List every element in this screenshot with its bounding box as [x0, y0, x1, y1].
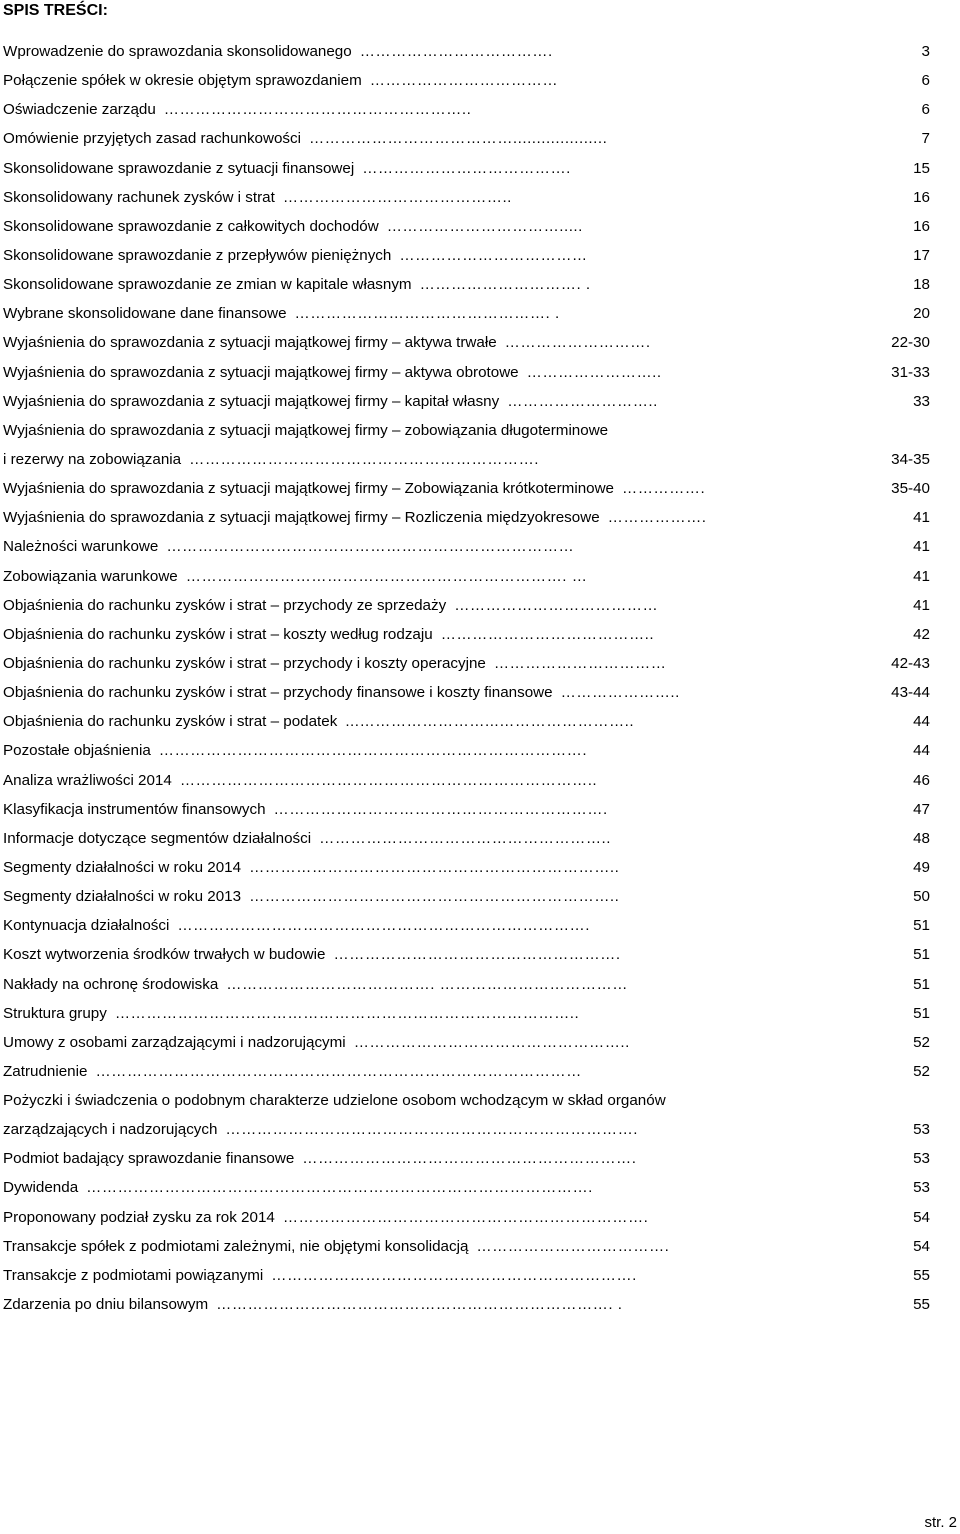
toc-dot-leader: …………………………. .: [419, 276, 591, 294]
toc-entry[interactable]: [0, 1203, 960, 1232]
toc-entry[interactable]: [0, 620, 960, 649]
toc-page-number: 6: [921, 72, 930, 90]
document-title: SPIS TREŚCI:: [3, 2, 108, 19]
toc-entry-title: Objaśnienia do rachunku zysków i strat – przychody finansowe i koszty finansowe: [3, 684, 553, 702]
toc-dot-leader: ………………………..: [507, 392, 658, 410]
toc-entry-title: Segmenty działalności w roku 2013: [3, 888, 242, 906]
toc-page-number: 42-43: [891, 654, 930, 672]
toc-entry-title: Objaśnienia do rachunku zysków i strat – podatek: [3, 713, 338, 731]
toc-dot-leader: ………………………………: [369, 72, 559, 90]
toc-page-number: 51: [913, 975, 930, 993]
toc-page-number: 49: [913, 858, 930, 876]
toc-entry[interactable]: [0, 299, 960, 328]
toc-page-number: 50: [913, 888, 930, 906]
toc-dot-leader: ……………………………………………………………………: [166, 538, 575, 556]
toc-entry-title: Skonsolidowane sprawozdanie z całkowitych dochodów: [3, 217, 379, 235]
toc-dot-leader: ……………………………………………………………………….: [158, 742, 588, 760]
toc-entry[interactable]: [0, 1261, 960, 1290]
toc-entry[interactable]: [0, 183, 960, 212]
toc-entry-title: i rezerwy na zobowiązania: [3, 450, 182, 468]
toc-entry[interactable]: [0, 795, 960, 824]
toc-page-number: 51: [913, 946, 930, 964]
toc-entry-title: Transakcje spółek z podmiotami zależnymi, nie objętymi konsolidacją: [3, 1237, 469, 1255]
toc-entry-title: Wyjaśnienia do sprawozdania z sytuacji majątkowej firmy – aktywa obrotowe: [3, 363, 519, 381]
toc-page-number: 53: [913, 1179, 930, 1197]
toc-page-number: 22-30: [891, 334, 930, 352]
toc-entry-title: Wyjaśnienia do sprawozdania z sytuacji majątkowej firmy – Zobowiązania krótkoterminowe: [3, 480, 615, 498]
toc-entry-title: Połączenie spółek w okresie objętym sprawozdaniem: [3, 72, 362, 90]
toc-dot-leader: ……………………..: [526, 363, 662, 381]
toc-page-number: 41: [913, 596, 930, 614]
toc-dot-leader: …………………..: [560, 684, 680, 702]
toc-dot-leader: …………………………….....: [386, 217, 583, 235]
toc-entry[interactable]: [0, 532, 960, 561]
toc-entry-title: Klasyfikacja instrumentów finansowych: [3, 800, 266, 818]
toc-dot-leader: ………………………………………………………….: [189, 450, 539, 468]
toc-page-number: 33: [913, 392, 930, 410]
toc-dot-leader: …………………………………. ………………………………: [226, 975, 628, 993]
toc-page-number: 48: [913, 829, 930, 847]
toc-entry[interactable]: [0, 1115, 960, 1144]
toc-entry-title: Pożyczki i świadczenia o podobnym charakterze udzielone osobom wchodzącym w skład organów: [3, 1092, 666, 1110]
toc-entry[interactable]: [0, 270, 960, 299]
toc-dot-leader: …………………………………....................: [308, 130, 608, 148]
toc-entry-title: Kontynuacja działalności: [3, 917, 170, 935]
toc-entry[interactable]: [0, 1232, 960, 1261]
toc-page-number: 7: [921, 130, 930, 148]
toc-entry-title: Zatrudnienie: [3, 1062, 88, 1080]
toc-page-number: 54: [913, 1208, 930, 1226]
toc-entry-title: Omówienie przyjętych zasad rachunkowości: [3, 130, 301, 148]
toc-entry[interactable]: [0, 649, 960, 678]
toc-entry-title: Transakcje z podmiotami powiązanymi: [3, 1266, 264, 1284]
toc-dot-leader: ………………………………………………..: [319, 829, 611, 847]
toc-entry[interactable]: [0, 970, 960, 999]
toc-page-number: 51: [913, 1004, 930, 1022]
toc-entry-title: Pozostałe objaśnienia: [3, 742, 151, 760]
toc-page-number: 15: [913, 159, 930, 177]
toc-entry[interactable]: [0, 1144, 960, 1173]
toc-dot-leader: ……………………………: [493, 654, 667, 672]
toc-entry-title: Dywidenda: [3, 1179, 79, 1197]
toc-dot-leader: ………………………………….: [362, 159, 571, 177]
toc-entry-title: Umowy z osobami zarządzającymi i nadzorującymi: [3, 1033, 346, 1051]
toc-entry[interactable]: [0, 882, 960, 911]
toc-entry[interactable]: [0, 328, 960, 357]
toc-entry-title: Skonsolidowane sprawozdanie ze zmian w kapitale własnym: [3, 276, 412, 294]
toc-dot-leader: …………………………………………………………………….: [177, 917, 590, 935]
toc-page-number: 55: [913, 1296, 930, 1314]
toc-entry-title: Zobowiązania warunkowe: [3, 567, 178, 585]
toc-entry[interactable]: [0, 707, 960, 736]
toc-page-number: 52: [913, 1062, 930, 1080]
toc-entry[interactable]: [0, 416, 960, 445]
toc-dot-leader: …………………………………: [454, 596, 659, 614]
toc-dot-leader: …………………………………………………..: [163, 101, 472, 119]
toc-dot-leader: ……………………………………..: [282, 188, 512, 206]
toc-page-number: 41: [913, 538, 930, 556]
toc-entry-title: Nakłady na ochronę środowiska: [3, 975, 219, 993]
toc-page-number: 53: [913, 1121, 930, 1139]
toc-entry[interactable]: [0, 474, 960, 503]
toc-page-number: 44: [913, 713, 930, 731]
toc-entry[interactable]: [0, 387, 960, 416]
toc-entry-title: Skonsolidowane sprawozdanie z przepływów pieniężnych: [3, 246, 392, 264]
toc-dot-leader: …………………………………………………………………………………: [95, 1062, 582, 1080]
page-number-footer: str. 2: [924, 1514, 957, 1531]
toc-entry[interactable]: [0, 1086, 960, 1115]
toc-entry-title: Proponowany podział zysku za rok 2014: [3, 1208, 275, 1226]
toc-entry-title: Należności warunkowe: [3, 538, 159, 556]
toc-page-number: 16: [913, 188, 930, 206]
toc-entry-title: Analiza wrażliwości 2014: [3, 771, 172, 789]
toc-entry[interactable]: [0, 999, 960, 1028]
toc-entry-title: Wyjaśnienia do sprawozdania z sytuacji majątkowej firmy – kapitał własny: [3, 392, 500, 410]
toc-entry[interactable]: [0, 853, 960, 882]
toc-entry[interactable]: [0, 358, 960, 387]
toc-page-number: 46: [913, 771, 930, 789]
toc-page-number: 35-40: [891, 480, 930, 498]
toc-page-number: 6: [921, 101, 930, 119]
toc-entry[interactable]: [0, 1173, 960, 1202]
toc-entry[interactable]: [0, 241, 960, 270]
table-of-contents: [0, 37, 960, 1319]
toc-dot-leader: ……………………….: [504, 334, 651, 352]
toc-entry[interactable]: [0, 445, 960, 474]
toc-entry[interactable]: [0, 1028, 960, 1057]
toc-entry[interactable]: [0, 154, 960, 183]
toc-entry[interactable]: [0, 911, 960, 940]
toc-entry[interactable]: [0, 212, 960, 241]
toc-dot-leader: ……………………………………………………….: [302, 1150, 637, 1168]
toc-entry[interactable]: [0, 940, 960, 969]
toc-dot-leader: ……………………………….: [359, 43, 553, 60]
toc-dot-leader: ………………………………………………………………. …: [185, 567, 588, 585]
toc-dot-leader: ……………………………….: [476, 1237, 670, 1255]
toc-dot-leader: …………………………………………………………………………………….: [86, 1179, 593, 1197]
toc-entry-title: Zdarzenia po dniu bilansowym: [3, 1296, 209, 1314]
toc-page-number: 17: [913, 246, 930, 264]
toc-entry[interactable]: [0, 591, 960, 620]
toc-page-number: 52: [913, 1033, 930, 1051]
toc-page-number: 54: [913, 1237, 930, 1255]
toc-page-number: 3: [921, 43, 930, 60]
toc-entry[interactable]: [0, 66, 960, 95]
toc-page-number: 42: [913, 625, 930, 643]
toc-entry-title: Oświadczenie zarządu: [3, 101, 156, 119]
toc-entry[interactable]: [0, 1290, 960, 1319]
toc-dot-leader: ……………………………………………………………..: [249, 888, 620, 906]
toc-page-number: 44: [913, 742, 930, 760]
toc-entry-title: Skonsolidowane sprawozdanie z sytuacji finansowej: [3, 159, 355, 177]
toc-page-number: 47: [913, 800, 930, 818]
toc-entry-title: Objaśnienia do rachunku zysków i strat – koszty według rodzaju: [3, 625, 433, 643]
toc-entry-title: Informacje dotyczące segmentów działalności: [3, 829, 312, 847]
toc-entry-title: Segmenty działalności w roku 2014: [3, 858, 242, 876]
toc-dot-leader: ……………………………………………………………………………..: [114, 1004, 580, 1022]
toc-page-number: 51: [913, 917, 930, 935]
toc-entry-title: Wyjaśnienia do sprawozdania z sytuacji majątkowej firmy – aktywa trwałe: [3, 334, 497, 352]
toc-dot-leader: ……………….: [607, 509, 707, 527]
toc-page-number: 41: [913, 567, 930, 585]
toc-entry[interactable]: [0, 95, 960, 124]
toc-entry[interactable]: [0, 766, 960, 795]
toc-dot-leader: ……………………………………………………………………..: [179, 771, 598, 789]
toc-dot-leader: …………………………………..: [440, 625, 655, 643]
toc-page-number: 53: [913, 1150, 930, 1168]
toc-entry-title: Podmiot badający sprawozdanie finansowe: [3, 1150, 295, 1168]
toc-dot-leader: …………………………………………………………….: [282, 1208, 649, 1226]
toc-page-number: 41: [913, 509, 930, 527]
toc-entry[interactable]: [0, 124, 960, 153]
toc-page-number: 18: [913, 276, 930, 294]
toc-entry-title: Skonsolidowany rachunek zysków i strat: [3, 188, 275, 206]
toc-entry-title: Wyjaśnienia do sprawozdania z sytuacji majątkowej firmy – Rozliczenia międzyokresowe: [3, 509, 600, 527]
toc-entry-title: Wyjaśnienia do sprawozdania z sytuacji majątkowej firmy – zobowiązania długoterminowe: [3, 421, 609, 439]
toc-dot-leader: ……………………………………………..: [353, 1033, 630, 1051]
toc-dot-leader: ……………………………………………………………..: [249, 858, 620, 876]
toc-dot-leader: ...……………………...……………………..: [345, 713, 635, 731]
toc-entry-title: Objaśnienia do rachunku zysków i strat – przychody ze sprzedaży: [3, 596, 447, 614]
toc-entry[interactable]: [0, 678, 960, 707]
toc-entry-title: Objaśnienia do rachunku zysków i strat – przychody i koszty operacyjne: [3, 654, 486, 672]
toc-dot-leader: ………………………………: [399, 246, 588, 264]
toc-dot-leader: …………………………………………. .: [294, 305, 560, 323]
toc-entry-title: zarządzających i nadzorujących: [3, 1121, 218, 1139]
toc-dot-leader: …………………………………………………………………. .: [216, 1296, 623, 1314]
toc-page-number: 31-33: [891, 363, 930, 381]
toc-entry-title: Koszt wytworzenia środków trwałych w budowie: [3, 946, 326, 964]
toc-entry[interactable]: [0, 736, 960, 765]
toc-entry[interactable]: [0, 824, 960, 853]
toc-page-number: 20: [913, 305, 930, 323]
toc-dot-leader: …………………………………………………………….: [271, 1266, 637, 1284]
toc-page-number: 55: [913, 1266, 930, 1284]
toc-page-number: 34-35: [891, 450, 930, 468]
toc-entry-title: Wprowadzenie do sprawozdania skonsolidowanego: [3, 43, 352, 60]
toc-dot-leader: …………….: [622, 480, 706, 498]
toc-dot-leader: ……………………………………………………….: [273, 800, 608, 818]
toc-entry[interactable]: [0, 562, 960, 591]
toc-page-number: 43-44: [891, 684, 930, 702]
toc-entry-title: Struktura grupy: [3, 1004, 107, 1022]
toc-entry[interactable]: [0, 503, 960, 532]
toc-entry[interactable]: [0, 1057, 960, 1086]
toc-entry[interactable]: [0, 37, 960, 66]
toc-entry-title: Wybrane skonsolidowane dane finansowe: [3, 305, 287, 323]
toc-dot-leader: …………………………………………………………………….: [225, 1121, 639, 1139]
toc-page-number: 16: [913, 217, 930, 235]
toc-dot-leader: ……………………………………………….: [333, 946, 621, 964]
